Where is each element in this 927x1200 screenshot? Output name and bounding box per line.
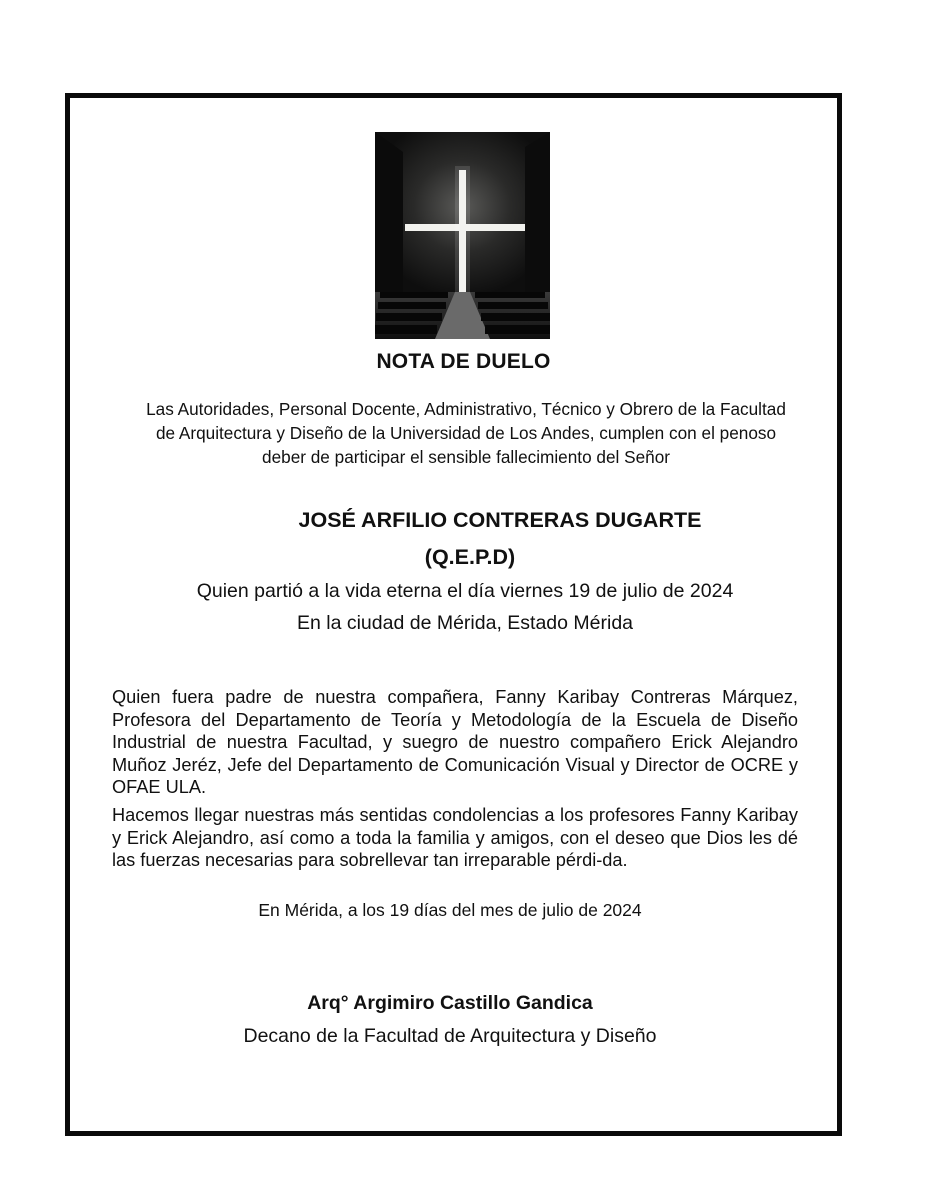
qepd-label: (Q.E.P.D) (424, 545, 516, 569)
departure-date-line: Quien partió a la vida eterna el día viernes 19 de julio de 2024 (196, 580, 734, 602)
dateline: En Mérida, a los 19 días del mes de julio de 2024 (258, 900, 642, 920)
condolences-paragraph: Hacemos llegar nuestras más sentidas condolencias a los profesores Fanny Karibay y Erick Alejandro, así como a toda la familia y amigos, con el deseo que Dios les dé las fuerzas necesarias para sobrellevar tan irreparable pérdi-da. (112, 805, 798, 870)
intro-line: Las Autoridades, Personal Docente, Administrativo, Técnico y Obrero de la Facultad (146, 399, 786, 419)
intro-line: de Arquitectura y Diseño de la Universidad de Los Andes, cumplen con el penoso (155, 423, 777, 443)
deceased-name: JOSÉ ARFILIO CONTRERAS DUGARTE (298, 508, 702, 532)
intro-line: deber de participar el sensible fallecimiento del Señor (262, 447, 670, 467)
family-paragraph: Quien fuera padre de nuestra compañera, Fanny Karibay Contreras Márquez, Profesora del Departamento de Teoría y Metodología de la Escuela de Diseño Industrial de nuestra Facultad, y suegro de nuestro compañero Erick Alejandro Muñoz Jeréz, Jefe del Departamento de Comunicación Visual y Director de OCRE y OFAE ULA. (112, 687, 798, 797)
place-line: En la ciudad de Mérida, Estado Mérida (296, 612, 634, 634)
signer-role: Decano de la Facultad de Arquitectura y Diseño (243, 1025, 657, 1047)
signer-name: Arq° Argimiro Castillo Gandica (307, 992, 593, 1014)
chapel-light-cross-photo (375, 132, 550, 339)
notice-title: NOTA DE DUELO (376, 350, 551, 373)
intro-text (110, 397, 822, 469)
